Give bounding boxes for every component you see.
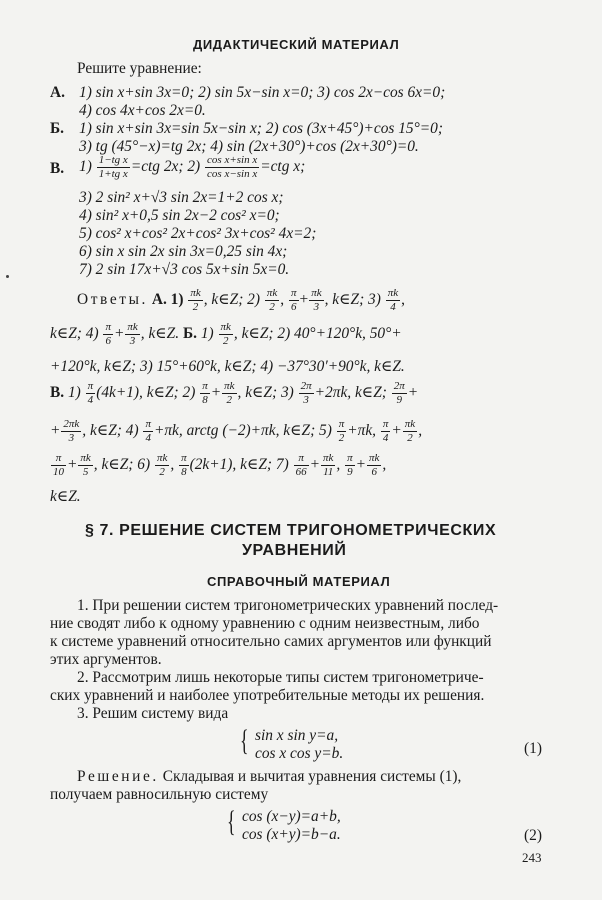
fraction-denominator: 1+tg x (98, 167, 128, 180)
system-1-eq-2: cos x cos y=b. (255, 745, 344, 762)
fraction (337, 419, 347, 444)
answer-text: , (382, 456, 387, 473)
fraction-numerator: πk (369, 451, 380, 464)
fraction-numerator: πk (224, 379, 235, 392)
fraction-denominator: 8 (181, 465, 187, 478)
paragraph-1-line-1: 1. При решении систем тригонометрических уравнений послед- (77, 597, 499, 614)
fraction-denominator: 2 (159, 465, 165, 478)
fraction-denominator: 4 (390, 300, 396, 313)
system-1-brace: { (240, 724, 249, 757)
answers-row-7: k∈Z. (50, 488, 81, 505)
answer-text: +πk, arctg (−2)+πk, k∈Z; 5) (153, 422, 332, 439)
equation-text: =ctg x; (260, 158, 306, 175)
fraction-denominator: 2 (192, 300, 199, 313)
paragraph-3-line-1: 3. Решим систему вида (77, 705, 229, 722)
paragraph-1-line-2: ние сводят либо к одному уравнению с одним неизвестным, либо (50, 615, 480, 632)
fraction-numerator: 2π (300, 379, 312, 392)
answer-text: + (355, 456, 366, 473)
fraction-numerator: πk (387, 286, 399, 299)
exercise-a-line2: 4) cos 4x+cos 2x=0. (79, 102, 206, 119)
system-2-eq-2: cos (x+y)=b−a. (242, 826, 341, 843)
fraction-denominator: 2 (226, 393, 233, 406)
answer-text: , (280, 291, 285, 308)
answer-text: , k∈Z; 3) (324, 291, 381, 308)
exercise-v-line6: 6) sin x sin 2x sin 3x=0,25 sin 4x; (79, 243, 288, 260)
exercise-a-label: А. (50, 84, 65, 101)
fraction-numerator: π (105, 320, 111, 333)
fraction-denominator: 3 (68, 431, 75, 444)
answer-text: k∈Z; 4) (50, 325, 99, 342)
exercise-b-line1: 1) sin x+sin 3x=sin 5x−sin x; 2) cos (3x+45°)+cos 15°=0; (79, 120, 443, 137)
fraction-denominator: 8 (202, 393, 208, 406)
answer-text: , k∈Z. (140, 325, 180, 342)
fraction (155, 453, 169, 478)
heading-didactic: ДИДАКТИЧЕСКИЙ МАТЕРИАЛ (193, 37, 400, 52)
fraction (179, 453, 189, 478)
fraction-denominator: 6 (371, 465, 377, 478)
equation-text: =ctg 2x; 2) (130, 158, 201, 175)
fraction (188, 288, 202, 313)
answer-text: , k∈Z; 4) (82, 422, 139, 439)
fraction-numerator: π (202, 379, 208, 392)
item-number: 1) (79, 158, 92, 175)
fraction-denominator: 3 (303, 393, 309, 406)
fraction (345, 453, 355, 478)
fraction-numerator: π (382, 417, 389, 430)
system-2-eq-1: cos (x−y)=a+b, (242, 808, 341, 825)
fraction-numerator: πk (220, 320, 231, 333)
fraction-numerator: π (347, 451, 353, 464)
answer-text: , k∈Z; 2) (203, 291, 261, 308)
fraction (97, 155, 130, 180)
answer-text: , (336, 456, 341, 473)
answer-text: + (113, 325, 125, 342)
fraction (51, 453, 66, 478)
exercise-v-line5: 5) cos² x+cos² 2x+cos² 3x+cos² 4x=2; (79, 225, 317, 242)
fraction-numerator: π (291, 286, 297, 299)
fraction-denominator: 5 (82, 465, 89, 478)
paragraph-2-line-1: 2. Рассмотрим лишь некоторые типы систем тригонометриче- (77, 669, 484, 686)
print-speck (6, 275, 9, 278)
fraction-denominator: 4 (382, 431, 389, 444)
fraction-denominator: 2 (269, 300, 275, 313)
answer-text: (2k+1), k∈Z; 7) (189, 456, 289, 473)
fraction (86, 381, 96, 406)
answer-text: +2πk, k∈Z; (314, 384, 387, 401)
fraction-denominator: 4 (145, 431, 151, 444)
answer-text: , k∈Z; 6) (93, 456, 151, 473)
answers-word: Ответы. (77, 291, 148, 308)
fraction-numerator: πk (311, 286, 322, 299)
answers-row-3: +120°k, k∈Z; 3) 15°+60°k, k∈Z; 4) −37°30′+90°k, k∈Z. (50, 358, 405, 375)
solution-line-1 (77, 768, 461, 786)
section-title-line1: § 7. РЕШЕНИЕ СИСТЕМ ТРИГОНОМЕТРИЧЕСКИХ (85, 522, 497, 539)
answer-text: А. 1) (151, 291, 184, 308)
fraction-numerator: π (338, 417, 345, 430)
answers-row-6 (50, 448, 386, 482)
fraction-numerator: π (294, 453, 309, 466)
answer-text: + (67, 456, 78, 473)
fraction (392, 381, 407, 406)
solution-line-2: получаем равносильную систему (50, 786, 269, 803)
fraction-numerator: cos x+sin x (207, 153, 258, 166)
exercise-a-line1: 1) sin x+sin 3x=0; 2) sin 5x−sin x=0; 3) cos 2x−cos 6x=0; (79, 84, 446, 101)
system-1-eq-1: sin x sin y=a, (255, 727, 339, 744)
fraction (103, 322, 113, 347)
answer-text: (4k+1), k∈Z; 2) (96, 384, 196, 401)
answer-section-label: В. (50, 384, 65, 401)
answer-text: + (299, 291, 309, 308)
answers-row-1 (77, 283, 405, 317)
answer-text: + (50, 422, 61, 439)
fraction (205, 155, 259, 180)
fraction-numerator: πk (127, 320, 138, 333)
task-prompt: Решите уравнение: (77, 60, 202, 77)
paragraph-1-line-4: этих аргументов. (50, 651, 162, 668)
fraction (321, 453, 335, 478)
fraction (222, 381, 236, 406)
fraction-denominator: 2 (222, 334, 229, 347)
answer-text: , k∈Z; 3) (237, 384, 294, 401)
fraction-numerator: πk (80, 451, 91, 464)
fraction-numerator: π (145, 417, 151, 430)
fraction-denominator: 10 (53, 465, 64, 478)
fraction-denominator: 9 (347, 465, 353, 478)
fraction-denominator: 11 (323, 465, 334, 478)
answers-row-2 (50, 317, 402, 351)
fraction (61, 419, 81, 444)
fraction-denominator: 6 (105, 334, 111, 347)
exercise-v-line7: 7) 2 sin 17x+√3 cos 5x+sin 5x=0. (79, 261, 290, 278)
page-number: 243 (522, 850, 542, 865)
answers-row-5 (50, 414, 422, 448)
fraction-numerator: πk (266, 286, 278, 299)
fraction (294, 453, 309, 478)
section-subtitle: СПРАВОЧНЫЙ МАТЕРИАЛ (207, 574, 391, 589)
fraction-numerator: π (181, 451, 187, 464)
fraction-numerator: π (87, 379, 94, 392)
answer-text: , (418, 422, 423, 439)
exercise-v-line1 (79, 152, 305, 182)
fraction (299, 381, 314, 406)
fraction (265, 288, 279, 313)
section-title-line2: УРАВНЕНИЙ (242, 542, 347, 559)
answers-row-4 (50, 376, 418, 410)
answer-text: +πk, (347, 422, 377, 439)
fraction-numerator: πk (156, 451, 168, 464)
answer-text: 1) (67, 384, 81, 401)
fraction (403, 419, 417, 444)
solution-text: Складывая и вычитая уравнения системы (1), (162, 768, 462, 785)
fraction-denominator: 2 (407, 431, 413, 444)
fraction-denominator: 3 (129, 334, 136, 347)
exercise-v-line4: 4) sin² x+0,5 sin 2x−2 cos² x=0; (79, 207, 280, 224)
fraction-numerator: π (51, 453, 66, 466)
fraction-numerator: πk (322, 451, 334, 464)
answer-text: , (401, 291, 406, 308)
system-2-brace: { (227, 805, 236, 838)
answer-text: 1) (200, 325, 214, 342)
solution-word: Решение. (77, 768, 159, 785)
system-1-number: (1) (524, 740, 542, 757)
fraction-denominator: 9 (396, 393, 402, 406)
system-2-number: (2) (524, 827, 542, 844)
fraction-denominator: 2 (338, 431, 345, 444)
fraction-denominator: cos x−sin x (207, 167, 258, 180)
exercise-v-line3: 3) 2 sin² x+√3 sin 2x=1+2 cos x; (79, 189, 284, 206)
fraction (78, 453, 92, 478)
answer-text: , k∈Z; 2) 40°+120°k, 50°+ (233, 325, 402, 342)
exercise-v-label: В. (50, 160, 65, 177)
fraction (200, 381, 210, 406)
fraction (289, 288, 299, 313)
answer-section-label: Б. (182, 325, 197, 342)
fraction (367, 453, 381, 478)
answer-text: + (391, 422, 402, 439)
fraction-numerator: 2π (393, 379, 405, 392)
fraction-numerator: 1−tg x (98, 153, 128, 166)
exercise-b-label: Б. (50, 120, 65, 137)
fraction (309, 288, 323, 313)
answer-text: + (210, 384, 222, 401)
fraction-denominator: 4 (87, 393, 94, 406)
fraction (125, 322, 139, 347)
fraction (143, 419, 153, 444)
fraction-denominator: 66 (295, 465, 307, 478)
paragraph-1-line-3: к системе уравнений относительно самих аргументов или функций (50, 633, 492, 650)
fraction-numerator: πk (190, 286, 201, 299)
fraction-denominator: 6 (291, 300, 297, 313)
answer-text: , (170, 456, 175, 473)
fraction (219, 322, 233, 347)
paragraph-2-line-2: ских уравнений и наиболее употребительные методы их решения. (50, 687, 485, 704)
fraction-denominator: 3 (313, 300, 320, 313)
fraction (386, 288, 400, 313)
fraction (381, 419, 391, 444)
answer-text: + (407, 384, 419, 401)
answer-text: + (309, 456, 320, 473)
exercise-b-line2: 3) tg (45°−x)=tg 2x; 4) sin (2x+30°)+cos (2x+30°)=0. (79, 138, 419, 155)
fraction-numerator: 2πk (63, 417, 80, 430)
fraction-numerator: πk (404, 417, 416, 430)
